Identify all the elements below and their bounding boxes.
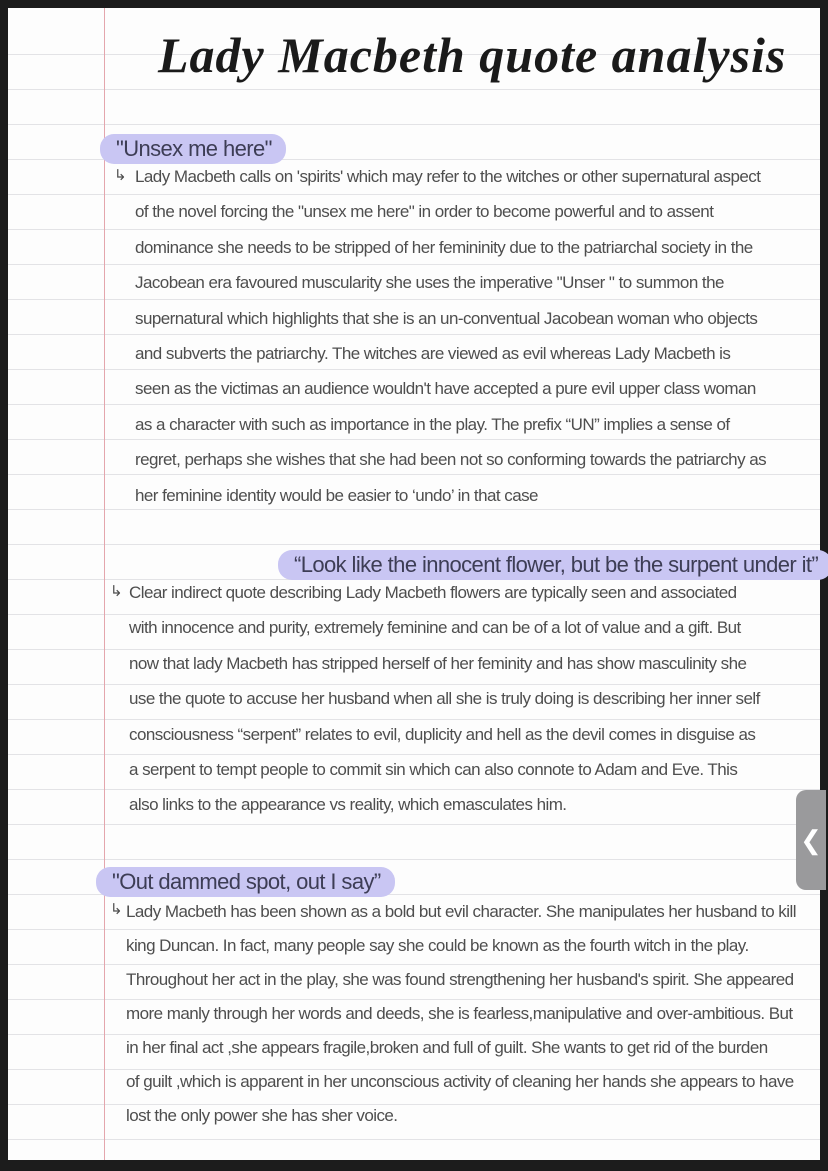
page-title: Lady Macbeth quote analysis — [158, 27, 787, 83]
text-line: more manly through her words and deeds, she is fearless,manipulative and over-ambitious. But — [126, 1004, 793, 1023]
text-line: Lady Macbeth calls on 'spirits' which may refer to the witches or other supernatural aspect — [135, 167, 761, 186]
text-line: of guilt ,which is apparent in her unconscious activity of cleaning her hands she appears to have — [126, 1072, 794, 1091]
text-line: in her final act ,she appears fragile,broken and full of guilt. She wants to get rid of the burden — [126, 1038, 768, 1057]
text-line: a serpent to tempt people to commit sin which can also connote to Adam and Eve. This — [129, 760, 738, 780]
text-line: as a character with such as importance in the play. The prefix “UN” implies a sense of — [135, 414, 730, 434]
text-line: use the quote to accuse her husband when all she is truly doing is describing her inner self — [129, 689, 760, 709]
quote-highlight-1: "Unsex me here" — [100, 134, 286, 164]
text-line: Jacobean era favoured muscularity she uses the imperative "Unser " to summon the — [135, 273, 724, 293]
side-panel-tab[interactable] — [796, 790, 826, 890]
analysis-paragraph-2 — [129, 575, 760, 823]
text-line: also links to the appearance vs reality, which emasculates him. — [129, 795, 567, 815]
text-line: regret, perhaps she wishes that she had been not so conforming towards the patriarchy as — [135, 450, 767, 470]
arrow-icon: ↳ — [110, 901, 123, 918]
text-line: consciousness “serpent” relates to evil, duplicity and hell as the devil comes in disguise as — [129, 724, 756, 744]
quote-highlight-2: “Look like the innocent flower, but be the surpent under it” — [278, 550, 828, 580]
notebook-page — [8, 8, 820, 1160]
text-line: seen as the victimas an audience wouldn't have accepted a pure evil upper class woman — [135, 379, 756, 399]
text-line: dominance she needs to be stripped of her femininity due to the patriarchal society in the — [135, 237, 753, 257]
text-line: with innocence and purity, extremely feminine and can be of a lot of value and a gift. But — [129, 618, 741, 638]
arrow-icon: ↳ — [110, 583, 123, 600]
text-line: king Duncan. In fact, many people say she could be known as the fourth witch in the play. — [126, 936, 749, 955]
text-line: supernatural which highlights that she is an un-conventual Jacobean woman who objects — [135, 308, 758, 328]
text-line: her feminine identity would be easier to ‘undo’ in that case — [135, 485, 538, 505]
margin-line — [104, 8, 105, 1160]
text-line: now that lady Macbeth has stripped herself of her feminity and has show masculinity she — [129, 653, 747, 673]
chevron-left-icon: ❮ — [800, 824, 822, 855]
analysis-paragraph-1 — [135, 159, 766, 513]
text-line: of the novel forcing the "unsex me here" in order to become powerful and to assent — [135, 202, 714, 222]
quote-highlight-3: "Out dammed spot, out I say” — [96, 867, 395, 897]
text-line: Throughout her act in the play, she was found strengthening her husband's spirit. She appeared — [126, 970, 794, 989]
text-line: and subverts the patriarchy. The witches are viewed as evil whereas Lady Macbeth is — [135, 344, 731, 364]
analysis-paragraph-3 — [126, 895, 796, 1133]
text-line: Clear indirect quote describing Lady Macbeth flowers are typically seen and associated — [129, 583, 737, 602]
text-line: lost the only power she has sher voice. — [126, 1106, 398, 1125]
arrow-icon: ↳ — [114, 167, 127, 184]
text-line: Lady Macbeth has been shown as a bold but evil character. She manipulates her husband to kill — [126, 902, 796, 921]
